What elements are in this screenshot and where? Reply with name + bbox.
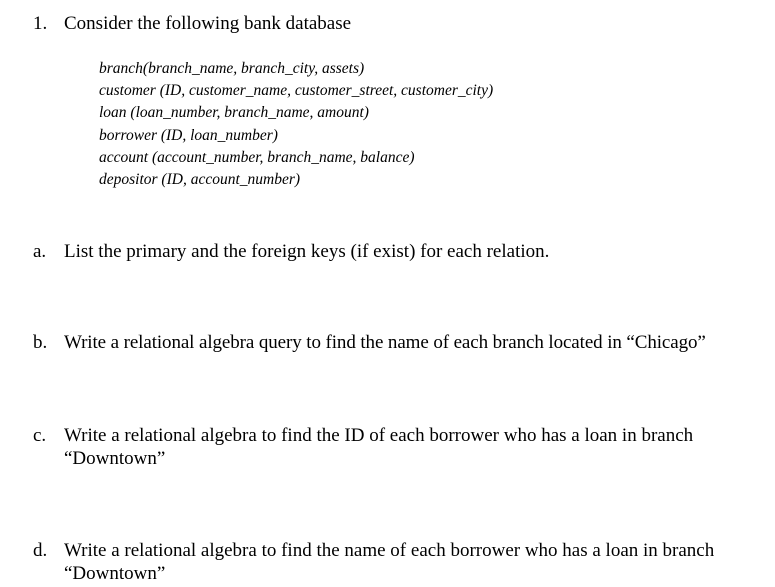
part-c-label: c.: [33, 425, 47, 446]
schema-customer: customer (ID, customer_name, customer_street, customer_city): [99, 82, 494, 100]
schema-list: [99, 58, 569, 191]
part-d-line-1: Write a relational algebra to find the name of each borrower who has a loan in branch: [64, 540, 715, 561]
schema-branch: branch(branch_name, branch_city, assets): [99, 60, 365, 77]
part-a-line-1: List the primary and the foreign keys (if exist) for each relation.: [64, 241, 550, 262]
schema-account: account (account_number, branch_name, balance): [99, 148, 415, 166]
part-d-label: d.: [33, 540, 48, 561]
schema-borrower: borrower (ID, loan_number): [99, 126, 278, 144]
question-intro: Consider the following bank database: [64, 13, 352, 34]
part-a-label: a.: [33, 241, 47, 262]
part-c-line-1: Write a relational algebra to find the ID of each borrower who has a loan in branch: [64, 425, 694, 446]
part-d-text: [64, 539, 769, 585]
part-c-line-2: “Downtown”: [64, 448, 166, 469]
part-b-text: [64, 331, 769, 354]
part-b-line-1: Write a relational algebra query to find the name of each branch located in “Chicago”: [64, 332, 706, 353]
part-b-label: b.: [33, 332, 48, 353]
part-c-text: [64, 424, 764, 470]
question-number: 1.: [33, 13, 48, 34]
schema-loan: loan (loan_number, branch_name, amount): [99, 104, 369, 122]
part-d-line-2: “Downtown”: [64, 563, 166, 584]
schema-depositor: depositor (ID, account_number): [99, 170, 301, 188]
part-a-text: [64, 240, 764, 263]
